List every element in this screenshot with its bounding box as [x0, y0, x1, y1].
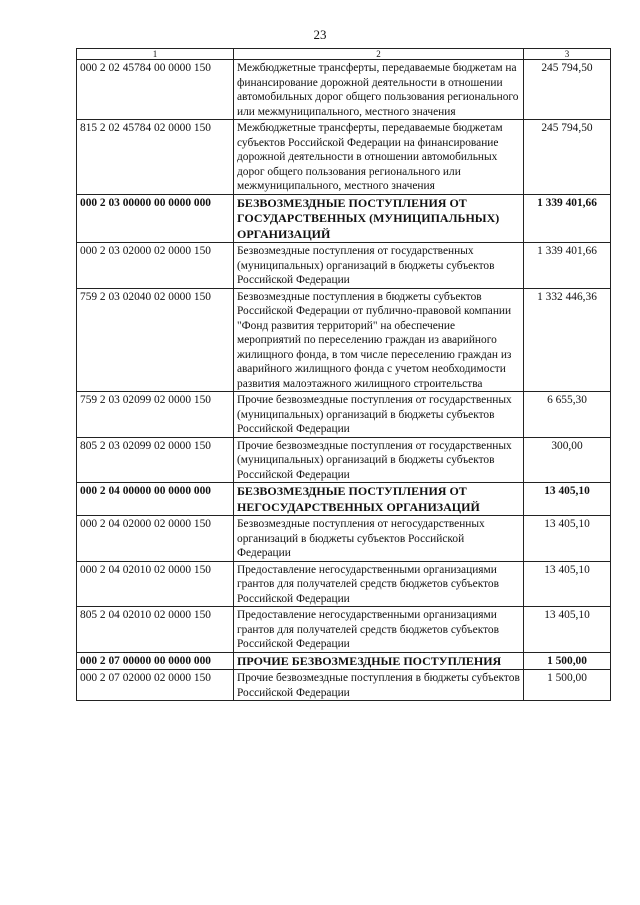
- description-cell: Прочие безвозмездные поступления от государственных (муниципальных) организаций в бюджеты субъектов Российской Федерации: [234, 437, 524, 483]
- table-row: [77, 392, 611, 438]
- table-row: [77, 516, 611, 562]
- amount-cell: 13 405,10: [524, 483, 611, 516]
- code-cell: 000 2 04 00000 00 0000 000: [77, 483, 234, 516]
- description-cell: БЕЗВОЗМЕЗДНЫЕ ПОСТУПЛЕНИЯ ОТ ГОСУДАРСТВЕННЫХ (МУНИЦИПАЛЬНЫХ) ОРГАНИЗАЦИЙ: [234, 194, 524, 243]
- code-cell: 000 2 04 02000 02 0000 150: [77, 516, 234, 562]
- table-row: [77, 607, 611, 653]
- description-cell: Предоставление негосударственными организациями грантов для получателей средств бюджетов субъектов Российской Федерации: [234, 607, 524, 653]
- amount-cell: 13 405,10: [524, 516, 611, 562]
- description-cell: БЕЗВОЗМЕЗДНЫЕ ПОСТУПЛЕНИЯ ОТ НЕГОСУДАРСТВЕННЫХ ОРГАНИЗАЦИЙ: [234, 483, 524, 516]
- table-row: [77, 243, 611, 289]
- code-cell: 815 2 02 45784 02 0000 150: [77, 120, 234, 195]
- table-row: [77, 652, 611, 670]
- code-cell: 000 2 02 45784 00 0000 150: [77, 60, 234, 120]
- page-number: 23: [313, 27, 327, 42]
- code-cell: 759 2 03 02099 02 0000 150: [77, 392, 234, 438]
- code-cell: 000 2 07 02000 02 0000 150: [77, 670, 234, 701]
- amount-cell: 1 332 446,36: [524, 288, 611, 392]
- description-cell: Межбюджетные трансферты, передаваемые бюджетам на финансирование дорожной деятельности в отношении автомобильных дорог общего пользования регионального или межмуниципального, местного значения: [234, 60, 524, 120]
- amount-cell: 1 339 401,66: [524, 243, 611, 289]
- table-row: [77, 120, 611, 195]
- amount-cell: 13 405,10: [524, 607, 611, 653]
- description-cell: Прочие безвозмездные поступления от государственных (муниципальных) организаций в бюджеты субъектов Российской Федерации: [234, 392, 524, 438]
- code-cell: 759 2 03 02040 02 0000 150: [77, 288, 234, 392]
- description-cell: Безвозмездные поступления в бюджеты субъектов Российской Федерации от публично-правовой компании "Фонд развития территорий" на обеспечение мероприятий по переселению граждан из аварийного жилищного фонда, в том числе переселению граждан из аварийного жилищного фонда с учетом необходимости развития малоэтажного жилищного строительства: [234, 288, 524, 392]
- budget-table: [76, 48, 611, 701]
- column-header-code: 1: [77, 49, 234, 60]
- description-cell: Прочие безвозмездные поступления в бюджеты субъектов Российской Федерации: [234, 670, 524, 701]
- description-cell: ПРОЧИЕ БЕЗВОЗМЕЗДНЫЕ ПОСТУПЛЕНИЯ: [234, 652, 524, 670]
- table-header-row: [77, 49, 611, 60]
- amount-cell: 13 405,10: [524, 561, 611, 607]
- amount-cell: 245 794,50: [524, 120, 611, 195]
- code-cell: 000 2 07 00000 00 0000 000: [77, 652, 234, 670]
- table-row: [77, 670, 611, 701]
- code-cell: 000 2 04 02010 02 0000 150: [77, 561, 234, 607]
- description-cell: Предоставление негосударственными организациями грантов для получателей средств бюджетов субъектов Российской Федерации: [234, 561, 524, 607]
- description-cell: Межбюджетные трансферты, передаваемые бюджетам субъектов Российской Федерации на финансирование дорожной деятельности в отношении автомобильных дорог общего пользования регионального или межмуниципального, местного значения: [234, 120, 524, 195]
- amount-cell: 300,00: [524, 437, 611, 483]
- code-cell: 000 2 03 02000 02 0000 150: [77, 243, 234, 289]
- code-cell: 805 2 03 02099 02 0000 150: [77, 437, 234, 483]
- column-header-amount: 3: [524, 49, 611, 60]
- code-cell: 805 2 04 02010 02 0000 150: [77, 607, 234, 653]
- amount-cell: 1 500,00: [524, 670, 611, 701]
- table-row: [77, 561, 611, 607]
- table-row: [77, 60, 611, 120]
- description-cell: Безвозмездные поступления от негосударственных организаций в бюджеты субъектов Российской Федерации: [234, 516, 524, 562]
- amount-cell: 1 339 401,66: [524, 194, 611, 243]
- table-row: [77, 483, 611, 516]
- amount-cell: 1 500,00: [524, 652, 611, 670]
- description-cell: Безвозмездные поступления от государственных (муниципальных) организаций в бюджеты субъектов Российской Федерации: [234, 243, 524, 289]
- table-row: [77, 194, 611, 243]
- amount-cell: 245 794,50: [524, 60, 611, 120]
- code-cell: 000 2 03 00000 00 0000 000: [77, 194, 234, 243]
- column-header-description: 2: [234, 49, 524, 60]
- amount-cell: 6 655,30: [524, 392, 611, 438]
- table-row: [77, 288, 611, 392]
- table-row: [77, 437, 611, 483]
